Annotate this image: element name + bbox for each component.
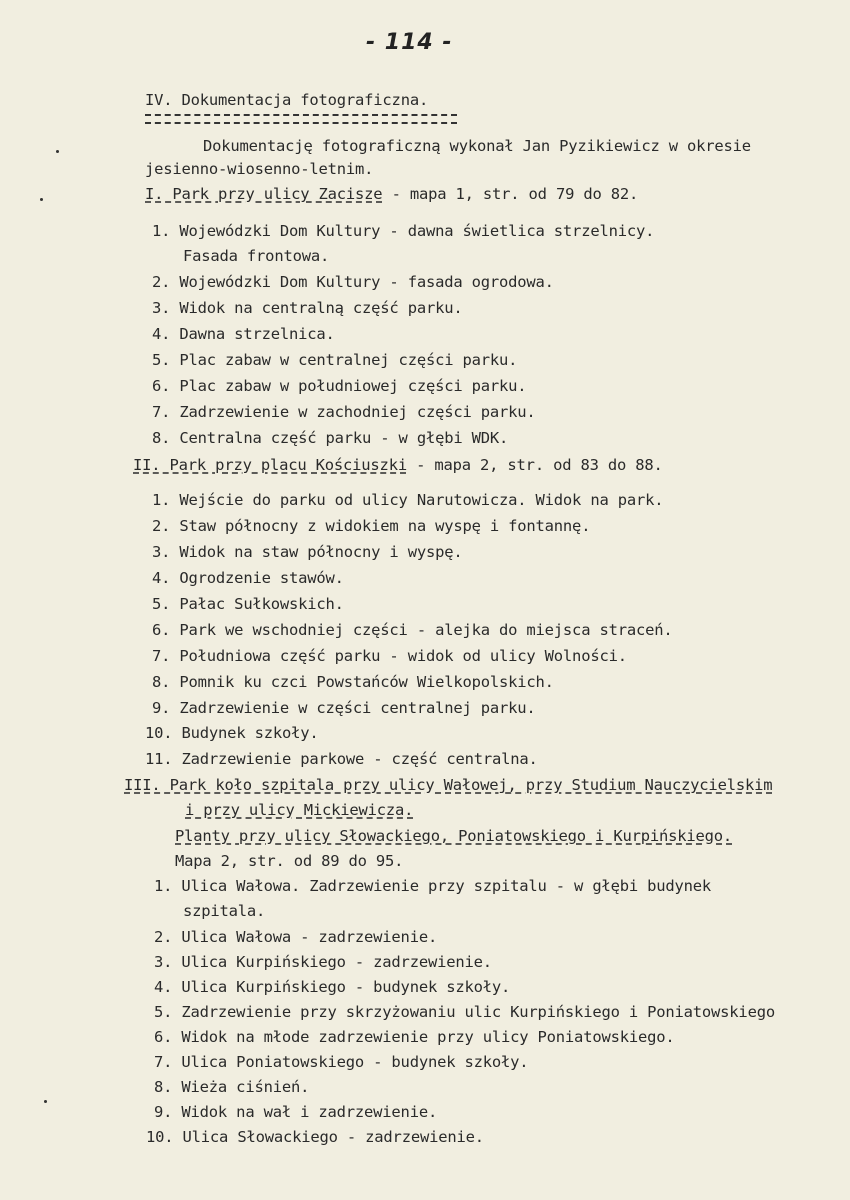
section3-title-line2: i przy ulicy Mickiewicza. [185, 801, 414, 819]
list-item: 5. Zadrzewienie przy skrzyżowaniu ulic Kurpińskiego i Poniatowskiego [154, 1003, 775, 1021]
list-item: 5. Plac zabaw w centralnej części parku. [152, 351, 518, 369]
list-item: 9. Zadrzewienie w części centralnej parku. [152, 699, 536, 717]
list-item: 10. Budynek szkoły. [145, 724, 319, 742]
list-item: 1. Wojewódzki Dom Kultury - dawna świetlica strzelnicy. [152, 222, 655, 240]
list-item: 6. Park we wschodniej części - alejka do miejsca straceń. [152, 621, 673, 639]
section2-ref: - mapa 2, str. od 83 do 88. [406, 456, 663, 474]
list-item: 3. Widok na centralną część parku. [152, 299, 463, 317]
list-item: 7. Zadrzewienie w zachodniej części parku. [152, 403, 536, 421]
list-item: 8. Pomnik ku czci Powstańców Wielkopolskich. [152, 673, 554, 691]
section2-title: II. Park przy placu Kościuszki [133, 456, 407, 474]
list-item: 9. Widok na wał i zadrzewienie. [154, 1103, 438, 1121]
paper-speck [44, 1100, 47, 1103]
list-item: 6. Plac zabaw w południowej części parku. [152, 377, 527, 395]
list-item: 1. Ulica Wałowa. Zadrzewienie przy szpitalu - w głębi budynek [154, 877, 712, 895]
heading-double-underline [145, 114, 457, 124]
section-heading: IV. Dokumentacja fotograficzna. [145, 91, 429, 109]
intro-line-2: jesienno-wiosenno-letnim. [145, 160, 374, 178]
section1-ref: - mapa 1, str. od 79 do 82. [382, 185, 639, 203]
list-item: 2. Staw północny z widokiem na wyspę i fontannę. [152, 517, 591, 535]
paper-speck [40, 198, 43, 201]
list-item: 8. Wieża ciśnień. [154, 1078, 310, 1096]
list-item: 1. Wejście do parku od ulicy Narutowicza. Widok na park. [152, 491, 664, 509]
list-item: 6. Widok na młode zadrzewienie przy ulicy Poniatowskiego. [154, 1028, 675, 1046]
list-item: 7. Ulica Poniatowskiego - budynek szkoły. [154, 1053, 529, 1071]
list-item: 3. Ulica Kurpińskiego - zadrzewienie. [154, 953, 492, 971]
list-item: 3. Widok na staw północny i wyspę. [152, 543, 463, 561]
list-item: 4. Ulica Kurpińskiego - budynek szkoły. [154, 978, 511, 996]
section1-header [145, 184, 638, 204]
section3-subtitle: Planty przy ulicy Słowackiego, Poniatowskiego i Kurpińskiego. [175, 827, 733, 845]
section1-title: I. Park przy ulicy Zacisze [145, 185, 383, 203]
section3-ref: Mapa 2, str. od 89 do 95. [175, 852, 404, 870]
section2-header [133, 455, 663, 475]
list-item: 8. Centralna część parku - w głębi WDK. [152, 429, 509, 447]
list-item: 4. Ogrodzenie stawów. [152, 569, 344, 587]
list-item: 7. Południowa część parku - widok od ulicy Wolności. [152, 647, 627, 665]
paper-speck [56, 150, 59, 153]
intro-line-1: Dokumentację fotograficzną wykonał Jan Pyzikiewicz w okresie [203, 137, 751, 155]
list-item: 5. Pałac Sułkowskich. [152, 595, 344, 613]
list-item: Fasada frontowa. [183, 247, 330, 265]
list-item: 10. Ulica Słowackiego - zadrzewienie. [146, 1128, 484, 1146]
list-item: 2. Ulica Wałowa - zadrzewienie. [154, 928, 438, 946]
list-item: 11. Zadrzewienie parkowe - część centralna. [145, 750, 538, 768]
list-item: 2. Wojewódzki Dom Kultury - fasada ogrodowa. [152, 273, 554, 291]
list-item: 4. Dawna strzelnica. [152, 325, 335, 343]
list-item: szpitala. [183, 902, 266, 920]
page-number: - 114 - [366, 30, 453, 55]
section3-title-line1: III. Park koło szpitala przy ulicy Wałowej, przy Studium Nauczycielskim [124, 776, 773, 794]
